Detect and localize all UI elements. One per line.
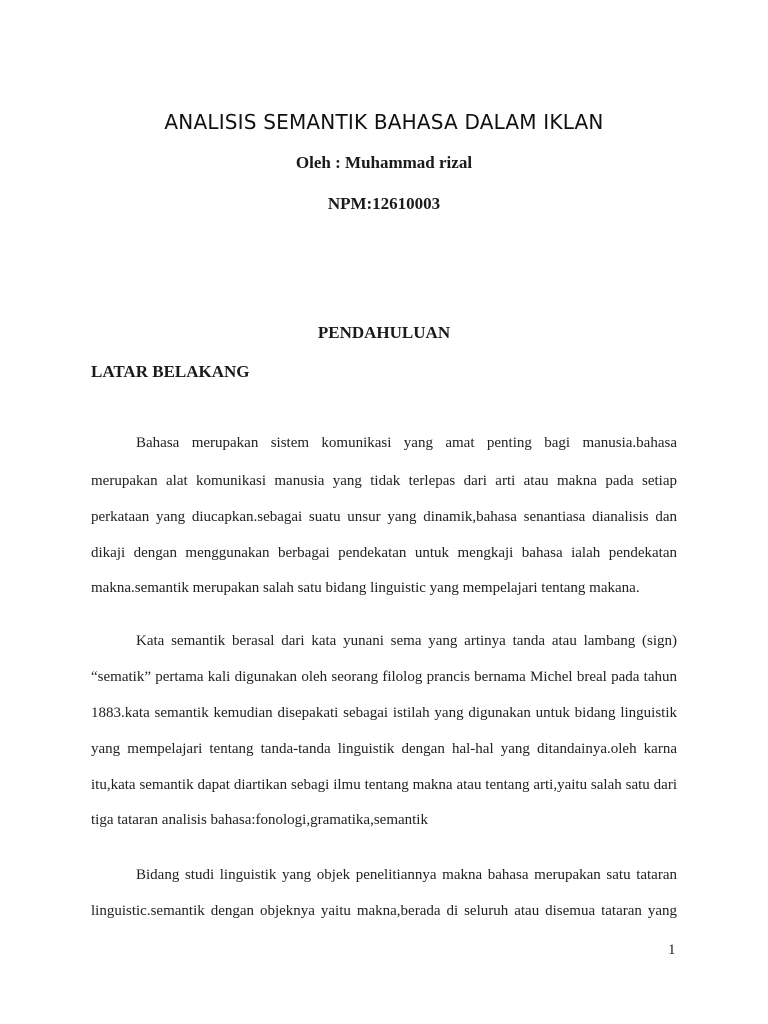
paragraph-line: perkataan yang diucapkan.sebagai suatu unsur yang dinamik,bahasa senantiasa dianalisis dan [91,509,677,525]
paragraph-line: “sematik” pertama kali digunakan oleh seorang filolog prancis bernama Michel breal pada tahun [91,669,677,685]
page-number: 1 [668,942,676,958]
paragraph-line: merupakan alat komunikasi manusia yang tidak terlepas dari arti atau makna pada setiap [91,473,677,489]
document-title: ANALISIS SEMANTIK BAHASA DALAM IKLAN [164,110,604,134]
paragraph-line: 1883.kata semantik kemudian disepakati sebagai istilah yang digunakan untuk bidang linguistik [91,705,677,721]
paragraph-line: makna.semantik merupakan salah satu bidang linguistic yang mempelajari tentang makana. [91,580,640,596]
section-heading: PENDAHULUAN [317,323,451,342]
author-line: Oleh : Muhammad rizal [295,153,473,172]
paragraph-line: Kata semantik berasal dari kata yunani sema yang artinya tanda atau lambang (sign) [136,633,677,649]
sub-heading: LATAR BELAKANG [91,362,250,381]
paragraph-line: tiga tataran analisis bahasa:fonologi,gramatika,semantik [91,812,428,828]
paragraph-line: Bidang studi linguistik yang objek penelitiannya makna bahasa merupakan satu tataran [136,867,677,883]
npm-line: NPM:12610003 [327,194,441,213]
paragraph-line: yang mempelajari tentang tanda-tanda linguistik dengan hal-hal yang ditandainya.oleh karna [91,741,677,757]
paragraph-line: itu,kata semantik dapat diartikan sebagi ilmu tentang makna atau tentang arti,yaitu salah satu dari [91,777,677,793]
paragraph-line: dikaji dengan menggunakan berbagai pendekatan untuk mengkaji bahasa ialah pendekatan [91,545,677,561]
paragraph-line: Bahasa merupakan sistem komunikasi yang amat penting bagi manusia.bahasa [136,435,677,451]
paragraph-line: linguistic.semantik dengan objeknya yaitu makna,berada di seluruh atau disemua tataran yang [91,903,677,919]
